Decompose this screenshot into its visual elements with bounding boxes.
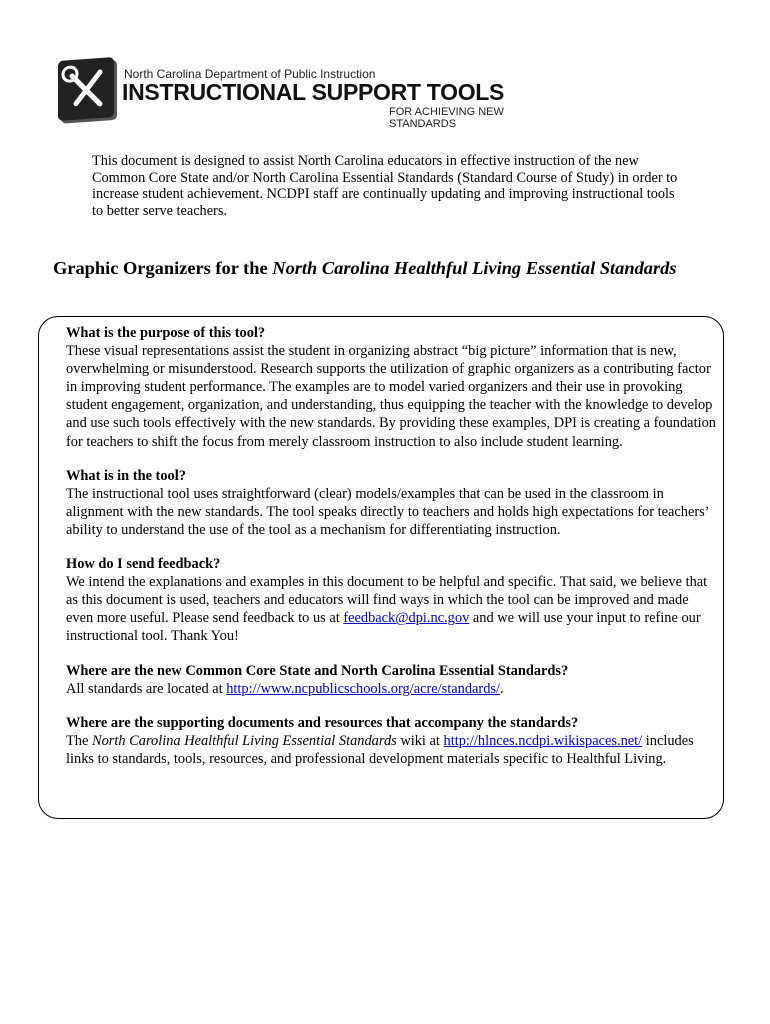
wiki-link[interactable]: http://hlnces.ncdpi.wikispaces.net/ <box>443 732 643 749</box>
page-title <box>53 258 676 279</box>
section-heading: What is the purpose of this tool? <box>66 325 266 341</box>
logo-title: INSTRUCTIONAL SUPPORT TOOLS <box>122 79 505 105</box>
section-body-end: includes links to standards, tools, resources, and professional development materials specific to Healthful Living. <box>66 732 694 767</box>
section-body-end: . <box>500 680 504 697</box>
logo-tagline: FOR ACHIEVING NEW STANDARDS <box>389 106 504 130</box>
instructional-support-tools-logo <box>56 55 526 130</box>
section-heading: What is in the tool? <box>66 467 186 484</box>
section-feedback <box>66 555 716 645</box>
standards-name: North Carolina Healthful Living Essential Standards <box>91 732 397 749</box>
section-body: The instructional tool uses straightforward (clear) models/examples that can be used in the classroom in alignment with the new standards. The tool speaks directly to teachers and holds high expectations for teachers’ ability to understand the use of the tool as a mechanism for differentiating instruction. <box>66 485 709 538</box>
title-plain: Graphic Organizers for the <box>53 258 273 278</box>
section-body-end: and we will use your input to refine our instructional tool. Thank You! <box>66 610 701 645</box>
wrench-screwdriver-icon <box>58 57 114 121</box>
section-contents <box>66 467 716 539</box>
section-body: All standards are located at <box>66 680 227 697</box>
info-content <box>66 324 716 784</box>
feedback-email-link[interactable]: feedback@dpi.nc.gov <box>343 610 470 627</box>
standards-link[interactable]: http://www.ncpublicschools.org/acre/standards/ <box>226 680 500 697</box>
intro-paragraph: This document is designed to assist North Carolina educators in effective instruction of the new Common Core State and/or North Carolina Essential Standards (Standard Course of Study) in order to increase student achievement. NCDPI staff are continually updating and improving instructional tools to better serve teachers. <box>92 153 678 219</box>
section-heading: Where are the new Common Core State and North Carolina Essential Standards? <box>66 662 569 679</box>
section-body: We intend the explanations and examples in this document to be helpful and specific. That said, we believe that as this document is used, teachers and educators will find ways in which the tool can be improved and made even more useful. Please send feedback to us at <box>66 574 708 627</box>
title-italic: North Carolina Healthful Living Essential Standards <box>272 258 677 278</box>
section-heading: How do I send feedback? <box>66 556 221 573</box>
logo-org: North Carolina Department of Public Instruction <box>124 67 376 81</box>
section-body: The <box>66 732 92 749</box>
section-heading: Where are the supporting documents and resources that accompany the standards? <box>66 714 579 731</box>
section-body: These visual representations assist the student in organizing abstract “big picture” information that is new, overwhelming or misunderstood. Research supports the utilization of graphic organizers as a contributing factor in improving student performance. The examples are to model varied organizers and their use in provoking student engagement, organization, and understanding, thus equipping the teacher with the knowledge to develop and use such tools effectively with the new standards. By providing these examples, DPI is creating a foundation for teachers to shift the focus from merely classroom instruction to also include student learning. <box>66 343 716 450</box>
section-resources <box>66 714 716 768</box>
section-standards <box>66 662 716 698</box>
section-body-mid: wiki at <box>396 732 444 749</box>
section-purpose <box>66 324 716 451</box>
